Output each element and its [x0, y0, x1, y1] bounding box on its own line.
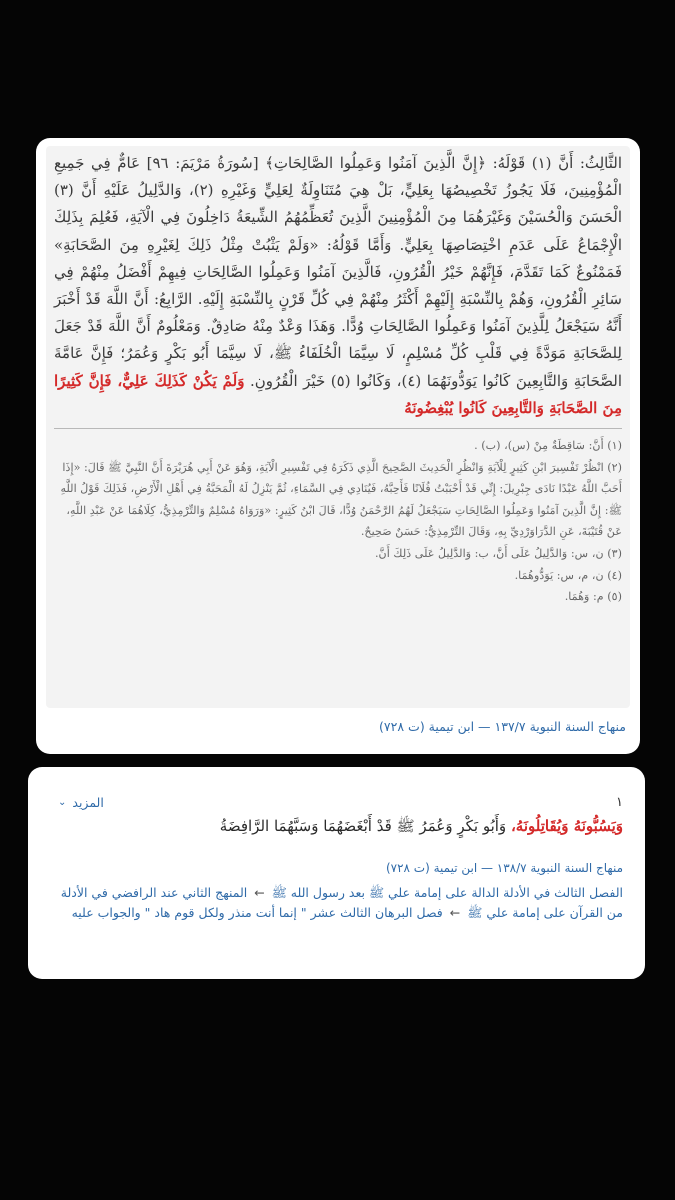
more-button[interactable] — [58, 795, 104, 810]
footnote-5: (٥) م: وَهُمَا. — [564, 590, 622, 604]
quote-highlight: وَيَسُبُّونَهُ وَيُقَاتِلُونَهُ، — [510, 817, 623, 835]
result-card-2 — [28, 767, 645, 979]
breadcrumb-item-chapter[interactable]: الفصل الثالث في الأدلة الدالة على إمامة علي ﷺ بعد رسول الله ﷺ — [271, 885, 623, 900]
main-paragraph: الثَّالِثُ: أَنَّ (١) قَوْلَهُ: ﴿إِنَّ الَّذِينَ آمَنُوا وَعَمِلُوا الصَّالِحَاتِ﴾ [سُورَةُ مَرْيَمَ: ٩٦] عَامٌّ فِي جَمِيعِ الْمُؤْمِنِينَ، فَلَا يَجُوزُ تَخْصِيصُهَا بِعَلِيٍّ، بَلْ هِيَ مُتَنَاوِلَةٌ لِعَلِيٍّ وَغَيْرِهِ (٢)، وَالدَّلِيلُ عَلَيْهِ أَنَّ (٣) الْحَسَنَ وَالْحُسَيْنَ وَغَيْرَهُمَا مِنَ الْمُؤْمِنِينَ الَّذِينَ تُعَظِّمُهُمُ الشِّيعَةُ دَاخِلُونَ فِي الْآيَةِ، فَعُلِمَ بِذَلِكَ الْإِجْمَاعُ عَلَى عَدَمِ اخْتِصَاصِهَا بِعَلِيٍّ. وَأَمَّا قَوْلُهُ: «وَلَمْ يَثْبُتْ مِثْلُ ذَلِكَ لِغَيْرِهِ مِنَ الصَّحَابَةِ» فَمَمْنُوعٌ كَمَا تَقَدَّمَ، فَإِنَّهُمْ خَيْرُ الْقُرُونِ، فَالَّذِينَ آمَنُوا وَعَمِلُوا الصَّالِحَاتِ فِيهِمْ أَفْضَلُ مِنْهُمْ فِي سَائِرِ الْقُرُونِ، وَهُمْ بِالنِّسْبَةِ إِلَيْهِمْ أَكْثَرُ مِنْهُمْ فِي كُلِّ قَرْنٍ بِالنِّسْبَةِ إِلَيْهِ. الرَّابِعُ: أَنَّ اللَّهَ قَدْ أَخْبَرَ أَنَّهُ سَيَجْعَلُ لِلَّذِينَ آمَنُوا وَعَمِلُوا الصَّالِحَاتِ وُدًّا. وَهَذَا وَعْدٌ مِنْهُ صَادِقٌ. وَمَعْلُومٌ أَنَّ اللَّهَ قَدْ جَعَلَ لِلصَّحَابَةِ مَوَدَّةً فِي قَلْبِ كُلِّ مُسْلِمٍ، لَا سِيَّمَا الْخُلَفَاءُ ﷺ، لَا سِيَّمَا أَبُو بَكْرٍ وَعُمَرُ؛ فَإِنَّ عَامَّةَ الصَّحَابَةِ وَالتَّابِعِينَ كَانُوا يَوَدُّونَهُمَا (٤)، وَكَانُوا (٥) خَيْرَ الْقُرُونِ. — [54, 154, 623, 390]
quote-text — [50, 817, 623, 839]
arrow-left-icon: ← — [449, 905, 461, 920]
chevron-down-icon: ⌄ — [58, 797, 67, 808]
quote-rest: وَأَبُو بَكْرٍ وَعُمَرُ ﷺ قَدْ أَبْغَضَهُمَا وَسَبَّهُمَا الرَّافِضَةُ — [219, 817, 511, 835]
highlighted-passage: وَلَمْ يَكُنْ كَذَلِكَ عَلِيٌّ، فَإِنَّ كَثِيرًا مِنَ الصَّحَابَةِ وَالتَّابِعِينَ كَانُوا يُبْغِضُونَهُ — [54, 371, 622, 417]
main-text — [46, 146, 630, 422]
footnote-separator — [54, 428, 622, 429]
book-page-image — [46, 146, 630, 708]
breadcrumb — [46, 883, 623, 923]
footnote-3: (٣) ن، س: وَالدَّلِيلُ عَلَى أَنَّ، ب: وَالدَّلِيلُ عَلَى ذَلِكَ أَنَّ. — [374, 547, 622, 560]
footnote-1: (١) أَنَّ: سَاقِطَةٌ مِنْ (س)، (ب) . — [474, 439, 622, 453]
card-header — [58, 795, 623, 815]
arrow-left-icon: ← — [254, 885, 265, 900]
footnote-2: (٢) انْظُرْ تَفْسِيرَ ابْنِ كَثِيرٍ لِلْآيَةِ وَانْظُرِ الْحَدِيثَ الصَّحِيحَ الَّذِي ذَكَرَهُ فِي تَفْسِيرِ الْآيَةِ، وَهُوَ عَنْ أَبِي هُرَيْرَةَ أَنَّ النَّبِيَّ ﷺ قَالَ: «إِذَا أَحَبَّ اللَّهُ عَبْدًا نَادَى جِبْرِيلَ: إِنِّي قَدْ أَحْبَبْتُ فُلَانًا فَأَحِبَّهُ، فَيُنَادِي فِي السَّمَاءِ، ثُمَّ يَنْزِلُ لَهُ الْمَحَبَّةُ فِي أَهْلِ الْأَرْضِ، فَذَلِكَ قَوْلُ اللَّهِ ﷺ: إِنَّ الَّذِينَ آمَنُوا وَعَمِلُوا الصَّالِحَاتِ سَيَجْعَلُ لَهُمُ الرَّحْمَنُ وُدًّا، قَالَ ابْنُ كَثِيرٍ: «وَرَوَاهُ مُسْلِمٌ وَالتِّرْمِذِيُّ، كِلَاهُمَا عَنْ عَبْدِ اللَّهِ، عَنْ قُتَيْبَةَ، عَنِ الدَّرَاوَرْدِيِّ بِهِ، وَقَالَ التِّرْمِذِيُّ: حَسَنٌ صَحِيحٌ. — [60, 460, 622, 539]
source-citation-link[interactable]: منهاج السنة النبوية ١٣٧/٧ — ابن تيمية (ت ٧٢٨) — [379, 719, 626, 734]
footnote-4: (٤) ن، م، س: يَوَدُّوهُمَا. — [514, 568, 622, 582]
breadcrumb-item-method[interactable]: المنهج الثاني عند الرافضي في الأدلة من القرآن على إمامة علي ﷺ — [60, 885, 623, 920]
result-card-1 — [36, 138, 640, 754]
footnotes — [46, 435, 630, 608]
breadcrumb-item-section[interactable]: فصل البرهان الثالث عشر " إنما أنت منذر ولكل قوم هاد " والجواب عليه — [71, 905, 443, 920]
result-number: ١ — [616, 795, 623, 810]
source-citation-link[interactable]: منهاج السنة النبوية ١٣٨/٧ — ابن تيمية (ت ٧٢٨) — [385, 861, 623, 875]
more-label: المزيد — [72, 795, 104, 810]
